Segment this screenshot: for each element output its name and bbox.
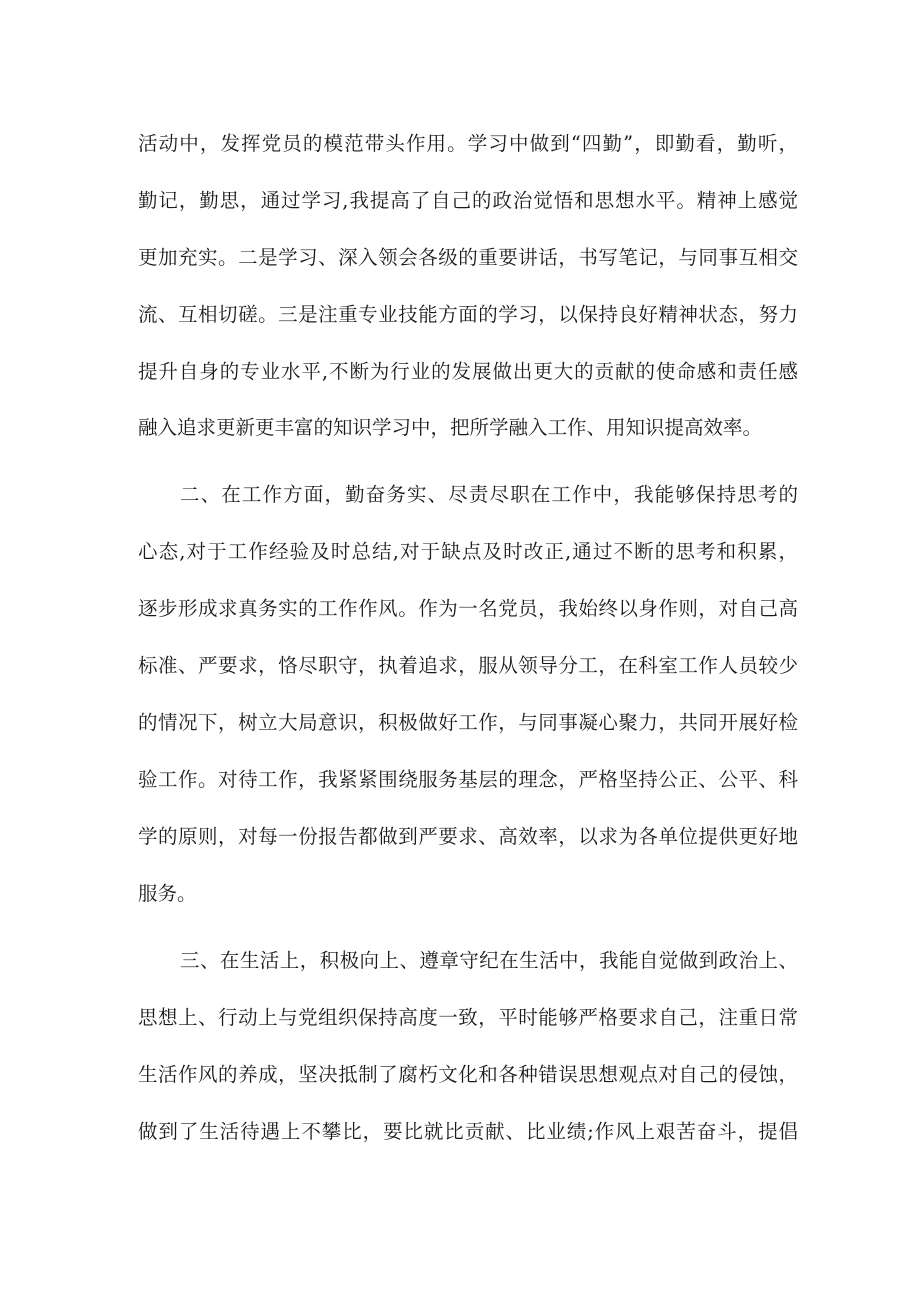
paragraph-2-line-6: 验工作。对待工作，我紧紧围绕服务基层的理念，严格坚持公正、公平、科 bbox=[138, 768, 798, 791]
paragraph-3-line-2: 思想上、行动上与党组织保持高度一致，平时能够严格要求自己，注重日常 bbox=[138, 1006, 798, 1029]
paragraph-1-line-6: 融入追求更新更丰富的知识学习中，把所学融入工作、用知识提高效率。 bbox=[138, 416, 763, 439]
paragraph-2-line-2: 心态,对于工作经验及时总结,对于缺点及时改正,通过不断的思考和积累， bbox=[138, 540, 798, 563]
paragraph-3-line-4: 做到了生活待遇上不攀比，要比就比贡献、比业绩;作风上艰苦奋斗，提倡 bbox=[138, 1120, 798, 1143]
paragraph-2-line-7: 学的原则，对每一份报告都做到严要求、高效率，以求为各单位提供更好地 bbox=[138, 825, 798, 848]
paragraph-3-line-1: 三、在生活上，积极向上、遵章守纪在生活中，我能自觉做到政治上、 bbox=[180, 949, 798, 972]
paragraph-3-line-3: 生活作风的养成，坚决抵制了腐朽文化和各种错误思想观点对自己的侵蚀， bbox=[138, 1063, 798, 1086]
paragraph-2-line-4: 标准、严要求，恪尽职守，执着追求，服从领导分工，在科室工作人员较少 bbox=[138, 654, 798, 677]
paragraph-2-line-8: 服务。 bbox=[138, 882, 197, 905]
paragraph-2-line-5: 的情况下，树立大局意识，积极做好工作，与同事凝心聚力，共同开展好检 bbox=[138, 711, 798, 734]
paragraph-1-line-5: 提升自身的专业水平,不断为行业的发展做出更大的贡献的使命感和责任感 bbox=[138, 360, 798, 383]
paragraph-2-line-1: 二、在工作方面，勤奋务实、尽责尽职在工作中，我能够保持思考的 bbox=[180, 483, 798, 506]
paragraph-1-line-4: 流、互相切磋。三是注重专业技能方面的学习，以保持良好精神状态，努力 bbox=[138, 303, 798, 326]
paragraph-1-line-1: 活动中，发挥党员的模范带头作用。学习中做到“四勤”，即勤看，勤听， bbox=[138, 132, 798, 155]
paragraph-1-line-3: 更加充实。二是学习、深入领会各级的重要讲话，书写笔记，与同事互相交 bbox=[138, 246, 798, 269]
paragraph-1-line-2: 勤记，勤思，通过学习,我提高了自己的政治觉悟和思想水平。精神上感觉 bbox=[138, 189, 798, 212]
paragraph-2-line-3: 逐步形成求真务实的工作作风。作为一名党员，我始终以身作则，对自己高 bbox=[138, 597, 798, 620]
